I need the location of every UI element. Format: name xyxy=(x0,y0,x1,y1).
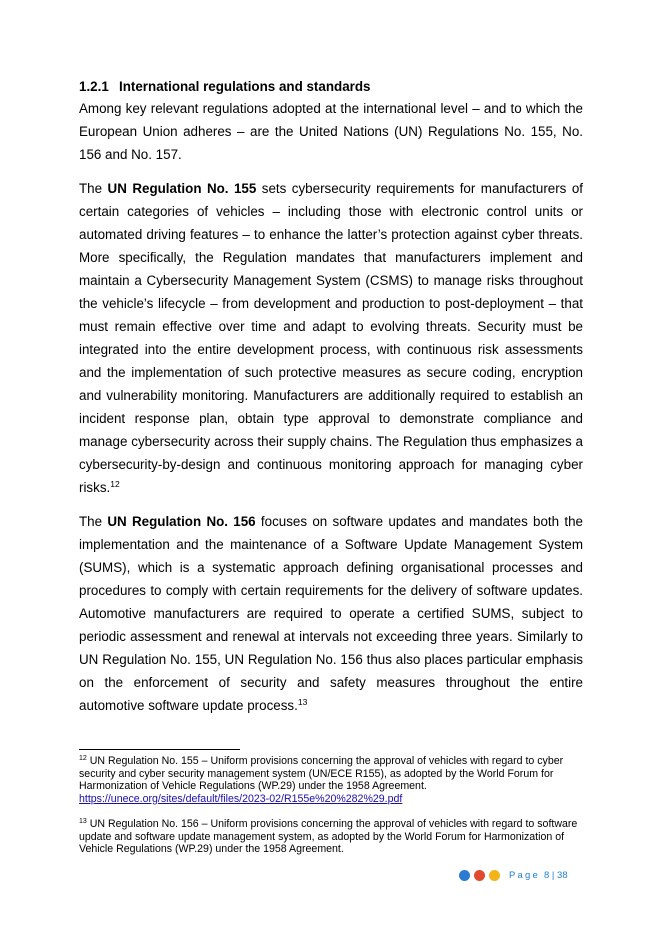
footnote-12-link[interactable]: https://unece.org/sites/default/files/2023-02/R155e%20%282%29.pdf xyxy=(79,792,403,805)
footnote-13: $^{13}$ UN Regulation No. 156 – Uniform provisions concerning the approval of vehicles with regard to software update and software update management system, as adopted by the World Forum for Harmonization of Vehicle Regulations (WP.29) under the 1958 Agreement. xyxy=(79,818,578,855)
section-title: International regulations and standards xyxy=(119,79,371,94)
regulation-156-name: UN Regulation No. 156 xyxy=(107,514,256,529)
paragraph-un-156: The UN Regulation No. 156 focuses on software updates and mandates both the implementation and the maintenance of a Software Update Management System (SUMS), which is a systematic approach defining organisational processes and procedures to comply with certain requirements for the delivery of software updates. Automotive manufacturers are required to operate a certified SUMS, subject to periodic assessment and renewal at intervals not exceeding three years. Similarly to UN Regulation No. 155, UN Regulation No. 156 thus also places particular emphasis on the enforcement of security and safety measures throughout the entire automotive software update process.$^{13}$ xyxy=(79,514,583,713)
page-number: 8 | 38 xyxy=(544,869,568,881)
footer-dot-red-icon xyxy=(474,870,485,881)
footnote-ref-12[interactable]: 12 xyxy=(110,479,120,489)
section-heading xyxy=(79,79,371,94)
section-number: 1.2.1 xyxy=(79,79,109,94)
footnote-divider xyxy=(79,749,240,750)
footnote-12: $^{12}$ UN Regulation No. 155 – Uniform provisions concerning the approval of vehicles with regard to cyber security and cyber security management system (UN/ECE R155), as adopted by the World Forum for Harmonization of Vehicle Regulations (WP.29) under the 1958 Agreement. https://unece.org/sites/default/files/2023-02/R155e%20%282%29.pdf xyxy=(79,755,564,805)
paragraph-un-155: The UN Regulation No. 155 sets cybersecurity requirements for manufacturers of certain categories of vehicles – including those with electronic control units or automated driving features – to enhance the latter’s protection against cyber threats. More specifically, the Regulation mandates that manufacturers implement and maintain a Cybersecurity Management System (CSMS) to manage risks throughout the vehicle’s lifecycle – from development and production to post-deployment – that must remain effective over time and adapt to evolving threats. Security must be integrated into the entire development process, with continuous risk assessments and the implementation of such protective measures as secure coding, encryption and vulnerability monitoring. Manufacturers are additionally required to establish an incident response plan, obtain type approval to demonstrate compliance and manage cybersecurity across their supply chains. The Regulation thus emphasizes a cybersecurity-by-design and continuous monitoring approach for managing cyber risks.$^{12}$ xyxy=(79,181,583,495)
footer-dot-blue-icon xyxy=(459,870,470,881)
page-footer xyxy=(459,868,568,882)
paragraph-intro: Among key relevant regulations adopted at the international level – and to which the European Union adheres – are the United Nations (UN) Regulations No. 155, No. 156 and No. 157. xyxy=(79,101,583,162)
regulation-155-name: UN Regulation No. 155 xyxy=(107,181,257,196)
page-label: Page xyxy=(509,869,540,881)
footer-dot-yellow-icon xyxy=(489,870,500,881)
footnote-ref-13[interactable]: 13 xyxy=(297,697,308,707)
